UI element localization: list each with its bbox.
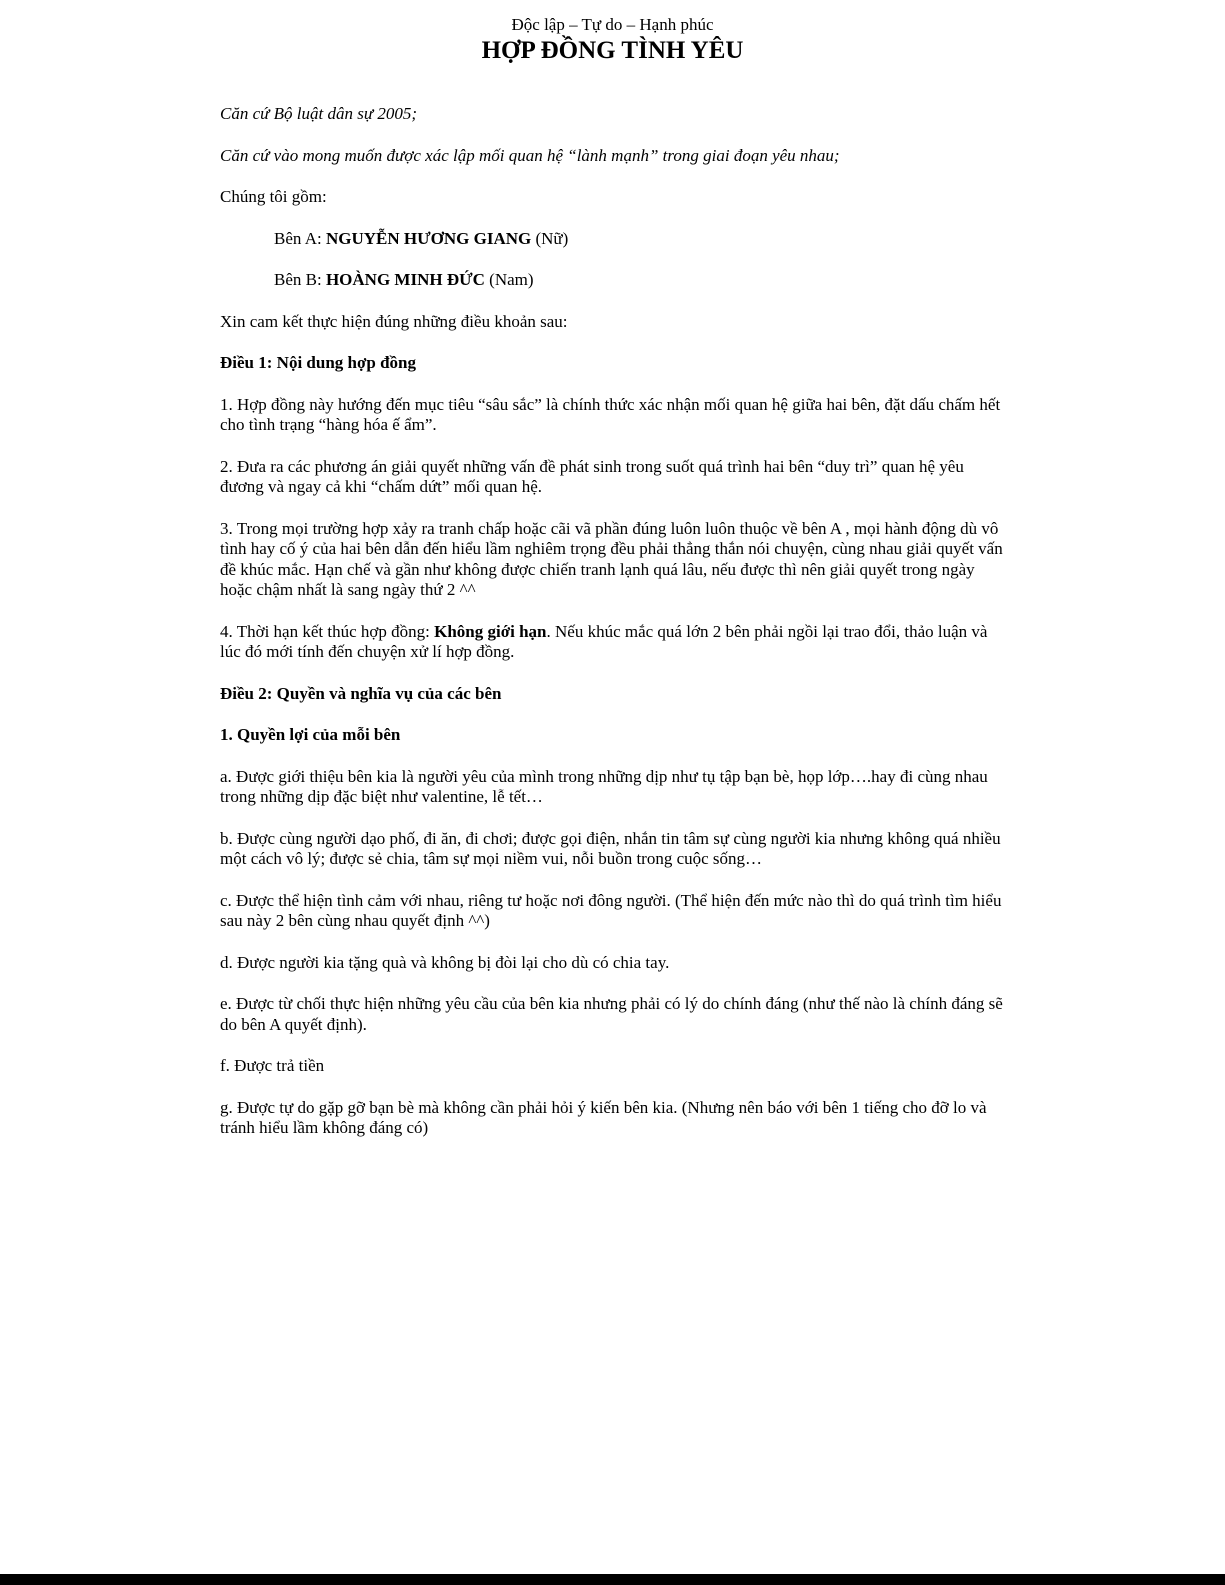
parties-intro: Chúng tôi gồm:: [220, 187, 327, 206]
preamble-basis-wish: Căn cứ vào mong muốn được xác lập mối quan hệ “lành mạnh” trong giai đoạn yêu nhau;: [220, 145, 840, 165]
article-2-item-d: d. Được người kia tặng quà và không bị đòi lại cho dù có chia tay.: [220, 952, 670, 972]
party-a-suffix: (Nữ): [531, 228, 569, 248]
article-2-subheading: 1. Quyền lợi của mỗi bên: [220, 725, 401, 744]
party-b-suffix: (Nam): [484, 270, 534, 289]
article-1-item-4: [220, 622, 1010, 663]
article-2-item-b: b. Được cùng người dạo phố, đi ăn, đi chơi; được gọi điện, nhắn tin tâm sự cùng người kia nhưng không quá nhiều một cách vô lý; được sẻ chia, tâm sự mọi niềm vui, nỗi buồn trong cuộc sống…: [220, 828, 1001, 868]
article-2-item-f: f. Được trả tiền: [220, 1056, 325, 1075]
article-2-item-c: c. Được thể hiện tình cảm với nhau, riêng tư hoặc nơi đông người. (Thể hiện đến mức nào thì do quá trình tìm hiểu sau này 2 bên cùng nhau quyết định ^^): [220, 890, 1002, 930]
page-bottom-border: [0, 1574, 1225, 1585]
article-1-item-1: 1. Hợp đồng này hướng đến mục tiêu “sâu sắc” là chính thức xác nhận mối quan hệ giữa hai bên, đặt dấu chấm hết cho tình trạng “hàng hóa ế ẩm”.: [220, 394, 1001, 434]
article-2-item-e: e. Được từ chối thực hiện những yêu cầu của bên kia nhưng phải có lý do chính đáng (như thế nào là chính đáng sẽ do bên A quyết định).: [220, 994, 1003, 1034]
preamble-basis-law: Căn cứ Bộ luật dân sự 2005;: [220, 104, 418, 123]
party-b-prefix: Bên B:: [274, 270, 326, 289]
party-b-name: HOÀNG MINH ĐỨC: [325, 270, 485, 289]
article-1-item-4-suffix: . Nếu khúc mắc quá lớn 2 bên phải ngồi lại trao đổi, thảo luận và lúc đó mới tính đến chuyện xử lí hợp đồng.: [220, 621, 988, 661]
article-1-item-4-prefix: 4. Thời hạn kết thúc hợp đồng:: [220, 621, 435, 641]
article-2-item-g: g. Được tự do gặp gỡ bạn bè mà không cần phải hỏi ý kiến bên kia. (Nhưng nên báo với bên 1 tiếng cho đỡ lo và tránh hiểu lầm không đáng có): [220, 1097, 987, 1137]
party-a: [220, 229, 1010, 250]
party-b: [220, 270, 1010, 291]
document-title: HỢP ĐỒNG TÌNH YÊU: [481, 37, 744, 64]
commitment-statement: Xin cam kết thực hiện đúng những điều khoản sau:: [220, 311, 568, 331]
party-a-name: NGUYỄN HƯƠNG GIANG: [325, 228, 532, 248]
article-1-item-3: 3. Trong mọi trường hợp xảy ra tranh chấp hoặc cãi vã phần đúng luôn luôn thuộc về bên A , mọi hành động dù vô tình hay cố ý của hai bên dẫn đến hiểu lầm nghiêm trọng đều phải thẳng thắn nói chuyện, cùng nhau giải quyết vấn đề khúc mắc. Hạn chế và gần như không được chiến tranh lạnh quá lâu, nếu được thì nên giải quyết trong ngày hoặc chậm nhất là sang ngày thứ 2 ^^: [220, 518, 1003, 599]
article-2-heading: Điều 2: Quyền và nghĩa vụ của các bên: [220, 683, 502, 703]
article-1-heading: Điều 1: Nội dung hợp đồng: [220, 353, 417, 372]
article-1-item-2: 2. Đưa ra các phương án giải quyết những vấn đề phát sinh trong suốt quá trình hai bên “duy trì” quan hệ yêu đương và ngay cả khi “chấm dứt” mối quan hệ.: [220, 456, 964, 496]
document-body: [220, 104, 1010, 1160]
party-a-prefix: Bên A:: [274, 228, 326, 248]
article-1-item-4-term: Không giới hạn: [434, 621, 547, 641]
national-motto: Độc lập – Tự do – Hạnh phúc: [511, 15, 714, 34]
article-2-item-a: a. Được giới thiệu bên kia là người yêu của mình trong những dịp như tụ tập bạn bè, họp lớp….hay đi cùng nhau trong những dịp đặc biệt như valentine, lễ tết…: [220, 766, 988, 806]
